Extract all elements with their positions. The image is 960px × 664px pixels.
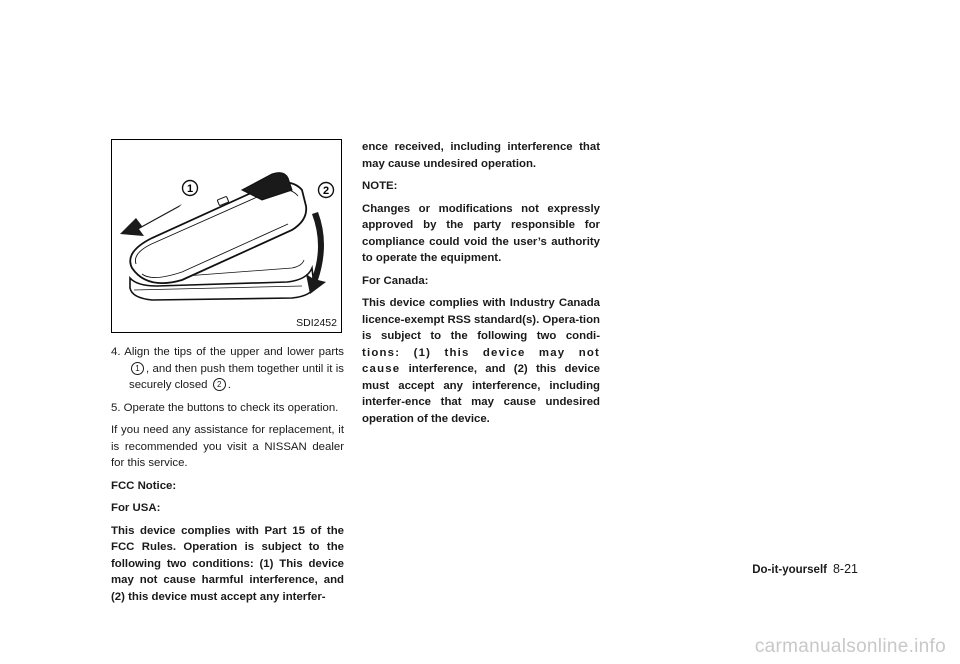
key-fob-illustration <box>112 140 341 332</box>
section-name: Do-it-yourself <box>752 564 827 576</box>
left-column <box>111 139 344 611</box>
canada-text <box>362 295 600 427</box>
usa-text-continued: ence received, including interference that may cause undesired operation. <box>362 141 600 170</box>
callout-2-label: 2 <box>322 185 330 197</box>
callout-2-inline: 2 <box>213 378 226 391</box>
callout-1-label: 1 <box>186 183 194 195</box>
fcc-heading: FCC Notice: <box>111 479 177 492</box>
watermark: carmanualsonline.info <box>754 636 946 657</box>
canada-text-b: tions: (1) this device may not cause <box>362 346 600 375</box>
step-4 <box>111 344 344 394</box>
figure-code: SDI2452 <box>296 317 337 329</box>
canada-text-a: This device complies with Industry Canada licence-exempt RSS standard(s). Opera-tion is subject to the following two condi- <box>362 297 600 342</box>
right-column <box>362 139 600 427</box>
step4-text-b: , and then push them together until it is securely closed <box>129 362 344 391</box>
note-heading: NOTE: <box>362 180 398 192</box>
canada-heading: For Canada: <box>362 274 429 287</box>
step-5: 5. Operate the buttons to check its operation. <box>111 401 339 414</box>
canada-text-c: interference, and (2) this device must accept any interference, including interfer-ence that may cause undesired operation of the device. <box>362 363 600 425</box>
callout-1-inline: 1 <box>131 362 144 375</box>
usa-text: This device complies with Part 15 of the FCC Rules. Operation is subject to the following two conditions: (1) This device may not cause harmful interference, and (2) this device must accept any interfer- <box>111 524 344 603</box>
page-number: 8-21 <box>832 562 858 576</box>
assistance-text: If you need any assistance for replacement, it is recommended you visit a NISSAN dealer for this service. <box>111 424 344 469</box>
step4-text-c: . <box>227 379 231 391</box>
key-fob-figure <box>111 139 342 333</box>
usa-heading: For USA: <box>111 502 161 514</box>
step4-text-a: 4. Align the tips of the upper and lower parts <box>111 346 344 358</box>
page-footer <box>752 562 858 576</box>
note-text: Changes or modifications not expressly approved by the party responsible for compliance could void the user’s authority to operate the equipment. <box>362 202 600 264</box>
